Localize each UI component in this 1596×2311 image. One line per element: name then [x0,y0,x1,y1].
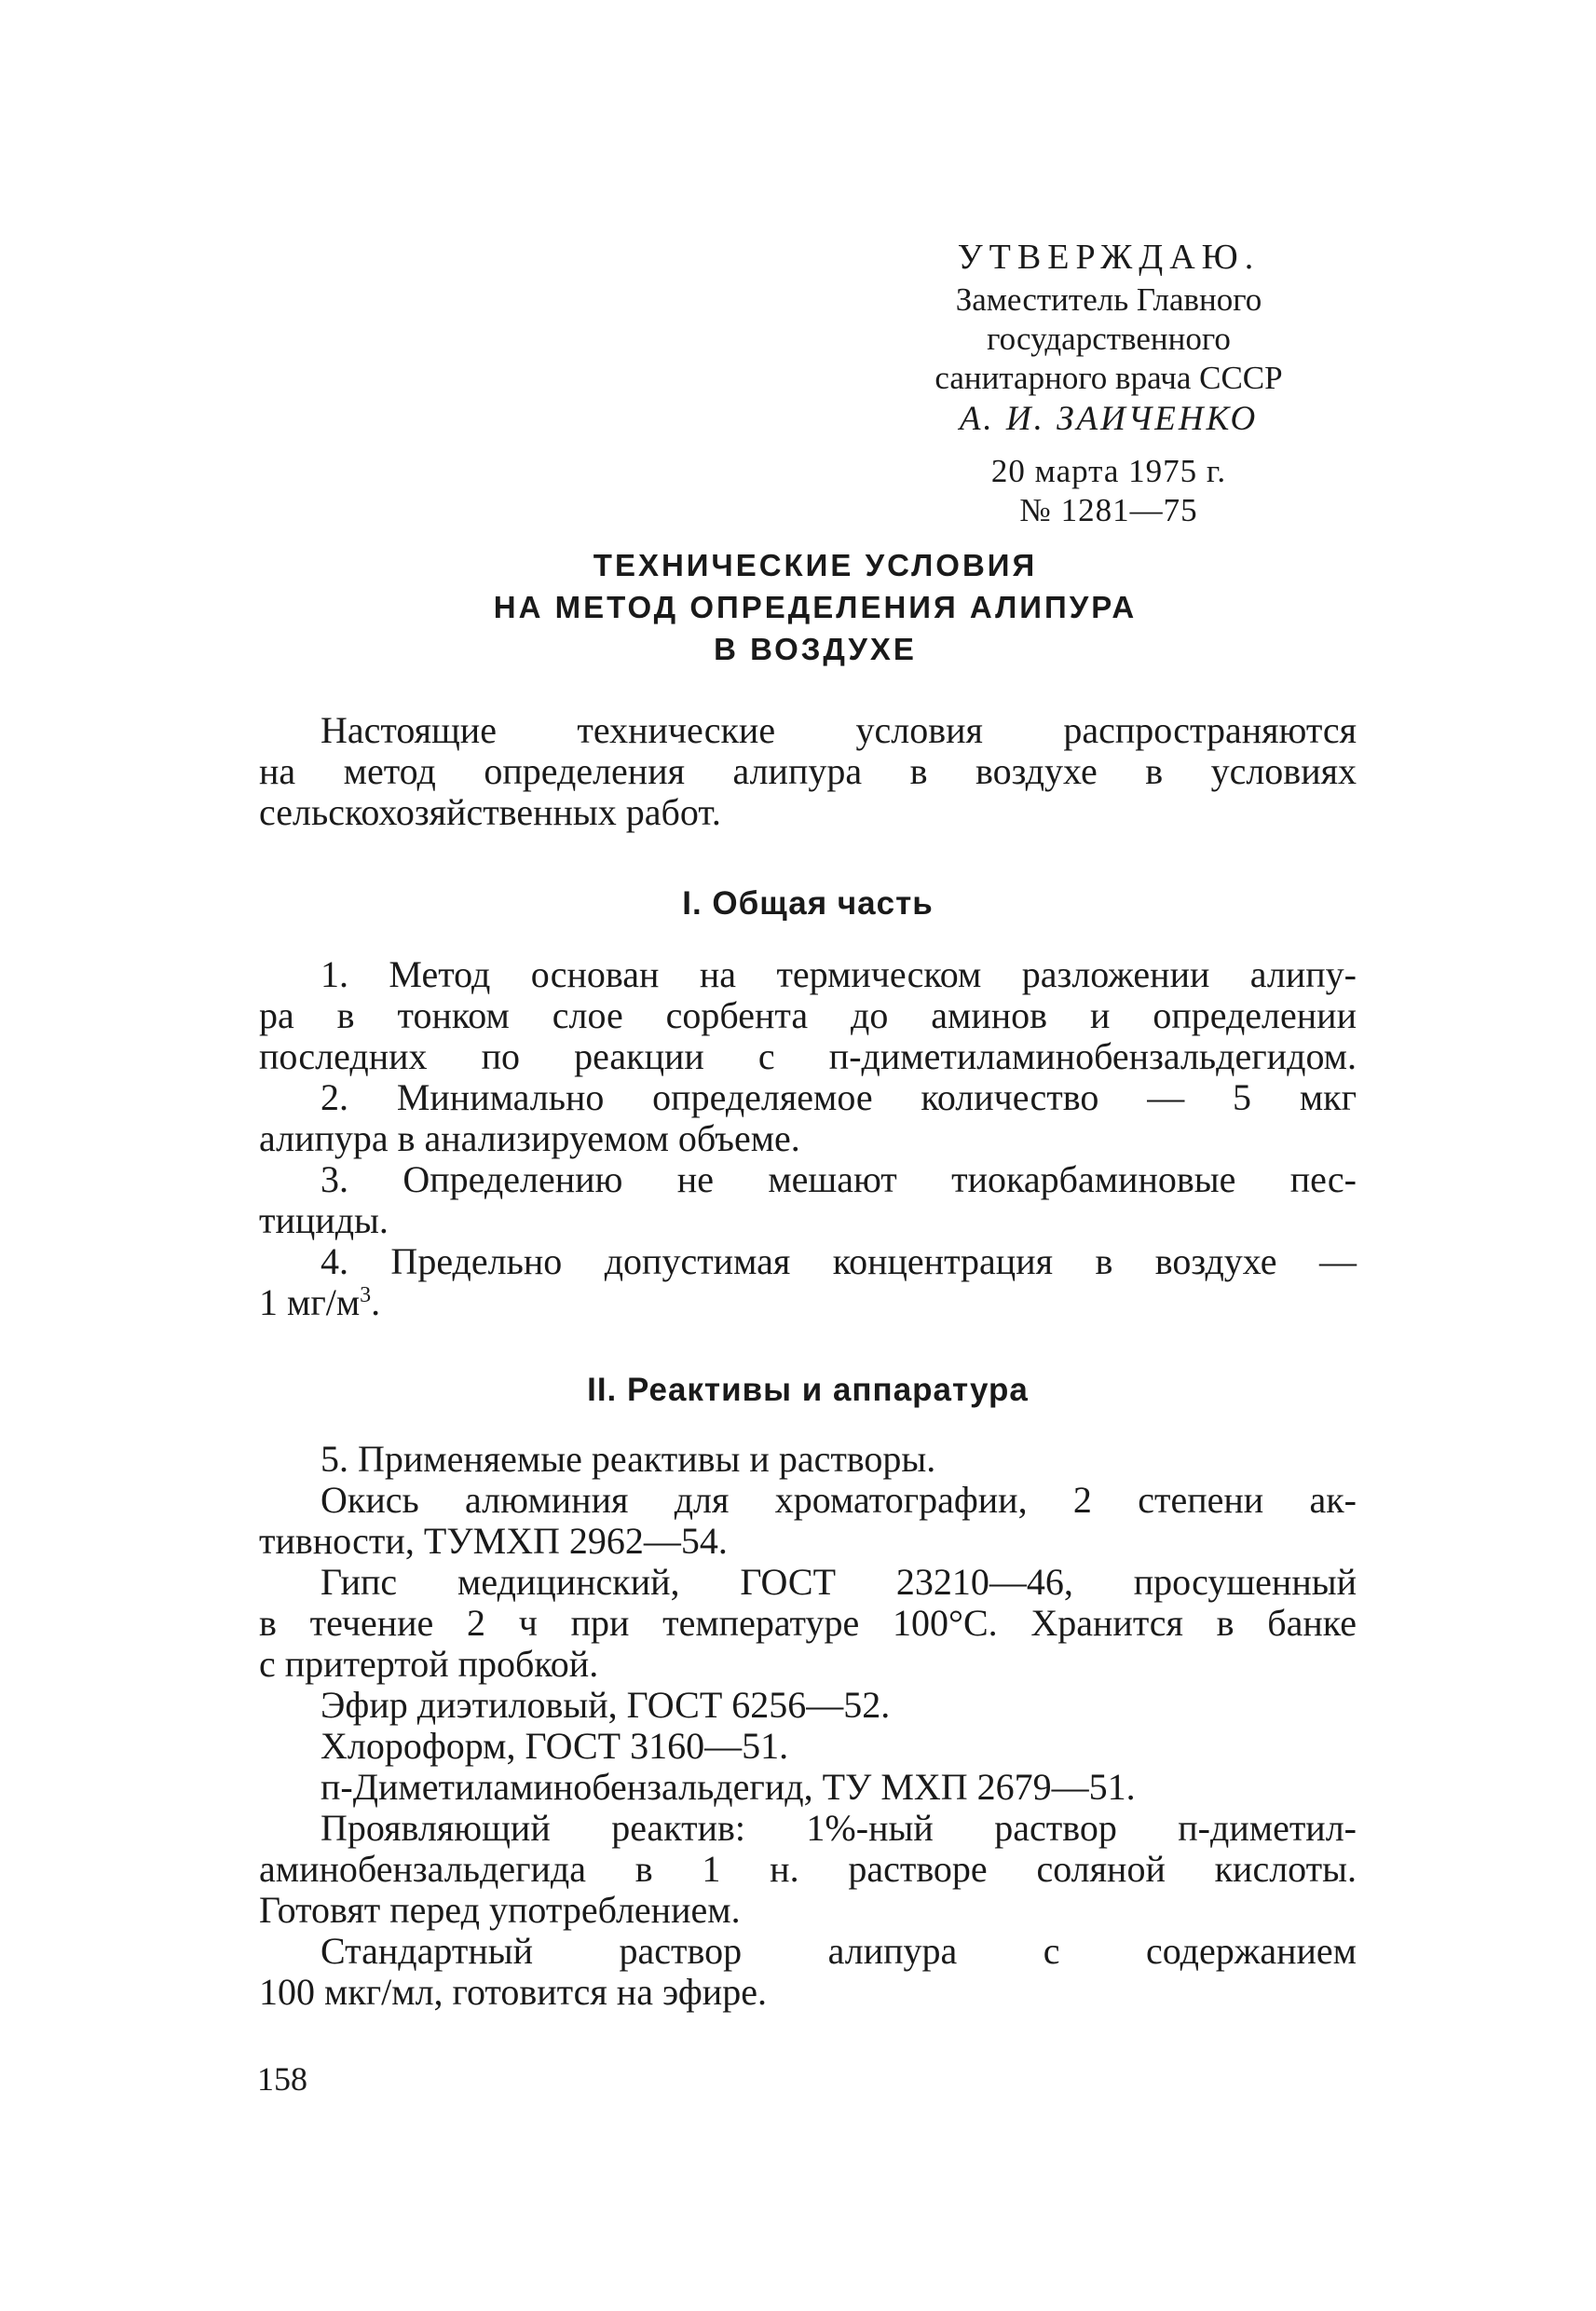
title-line-3: В ВОЗДУХЕ [714,632,917,666]
p1-line-2: ра в тонком слое сорбента до аминов и определении [259,994,1357,1036]
p2-line-1: 2. Минимально определяемое количество — 5 мкг [321,1076,1357,1118]
p1-line-1: 1. Метод основан на термическом разложении алипу- [321,953,1357,995]
paragraph-10 [259,1767,1357,1808]
p4-line-2 [259,1282,1357,1323]
approval-line-1: Заместитель Главного [955,281,1262,318]
paragraph-5 [259,1439,1357,1480]
intro-paragraph [259,710,1357,833]
p10-line-1: п-Диметиламинобензальдегид, ТУ МХП 2679—51. [321,1766,1136,1808]
section-2-heading: II. Реактивы и аппаратура [587,1372,1029,1408]
approval-heading: УТВЕРЖДАЮ. [957,238,1261,277]
paragraph-1 [259,954,1357,1077]
approval-date: 20 марта 1975 г. [990,453,1227,489]
document-title [280,544,1351,670]
paragraph-4 [259,1241,1357,1323]
approval-line-2: государственного [987,321,1231,357]
p5-line-1: 5. Применяемые реактивы и растворы. [321,1438,936,1480]
approval-signatory-name: А. И. ЗАИЧЕНКО [959,400,1259,438]
approval-block [894,238,1323,530]
title-line-1: ТЕХНИЧЕСКИЕ УСЛОВИЯ [593,548,1038,582]
p7-line-1: Гипс медицинский, ГОСТ 23210—46, просушенный [321,1561,1357,1603]
paragraph-2 [259,1077,1357,1159]
p4-line-1: 4. Предельно допустимая концентрация в воздухе — [321,1240,1357,1282]
p9-line-1: Хлороформ, ГОСТ 3160—51. [321,1725,789,1767]
page-number: 158 [257,2060,307,2098]
p12-line-2: 100 мкг/мл, готовится на эфире. [259,1971,767,2013]
paragraph-3 [259,1159,1357,1241]
p11-line-1: Проявляющий реактив: 1%-ный раствор п-диметил- [321,1807,1357,1849]
p6-line-2: тивности, ТУМХП 2962—54. [259,1520,728,1562]
p11-line-2: аминобензальдегида в 1 н. растворе соляной кислоты. [259,1848,1357,1890]
paragraph-9 [259,1726,1357,1767]
approval-number: № 1281—75 [1019,492,1198,528]
p4-superscript: 3 [360,1283,372,1307]
p6-line-1: Окись алюминия для хроматографии, 2 степени ак- [321,1479,1357,1521]
section-1-heading: I. Общая часть [682,885,934,922]
title-line-2: НА МЕТОД ОПРЕДЕЛЕНИЯ АЛИПУРА [493,590,1138,624]
p2-line-2: алипура в анализируемом объеме. [259,1117,800,1159]
p8-line-1: Эфир диэтиловый, ГОСТ 6256—52. [321,1684,891,1726]
intro-line-3: сельскохозяйственных работ. [259,791,721,833]
p4-line-2-end: . [371,1281,381,1323]
p7-line-2: в течение 2 ч при температуре 100°С. Хранится в банке [259,1602,1357,1644]
p1-line-3: последних по реакции с п-диметиламинобензальдегидом. [259,1035,1357,1077]
p11-line-3: Готовят перед употреблением. [259,1889,741,1931]
intro-line-1: Настоящие технические условия распространяются [321,709,1357,751]
paragraph-6 [259,1480,1357,1562]
paragraph-8 [259,1685,1357,1726]
intro-line-2: на метод определения алипура в воздухе в условиях [259,750,1357,792]
paragraph-7 [259,1562,1357,1685]
p3-line-1: 3. Определению не мешают тиокарбаминовые пес- [321,1158,1357,1200]
p7-line-3: с притертой пробкой. [259,1643,599,1685]
p3-line-2: тициды. [259,1199,389,1241]
paragraph-11 [259,1808,1357,1931]
paragraph-12 [259,1931,1357,2013]
p4-line-2-text: 1 мг/м [259,1281,361,1323]
p12-line-1: Стандартный раствор алипура с содержанием [321,1930,1357,1972]
approval-line-3: санитарного врача СССР [934,360,1283,396]
